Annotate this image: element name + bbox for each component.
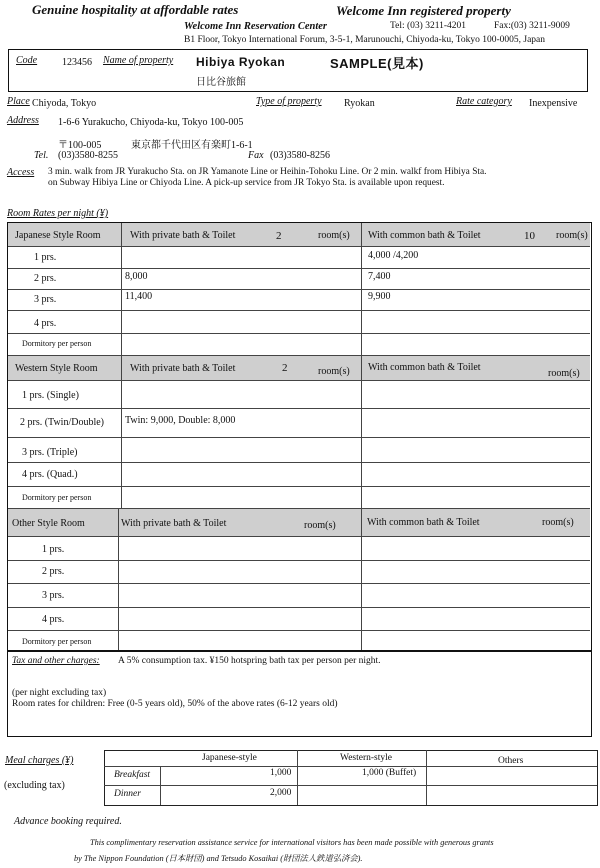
common-bath-label: With common bath & Toilet	[367, 517, 480, 528]
common-rooms-unit: room(s)	[548, 368, 580, 379]
private-rooms-unit: room(s)	[304, 520, 336, 531]
private-bath-label: With private bath & Toilet	[130, 363, 236, 374]
code-label: Code	[16, 55, 38, 66]
row-label: 4 prs.	[42, 614, 65, 625]
common-bath-label: With common bath & Toilet	[368, 362, 481, 373]
row-label: 3 prs. (Triple)	[22, 447, 78, 458]
meal-row-label: Breakfast	[114, 770, 151, 780]
address-label: Address	[7, 115, 39, 126]
private-rate: 8,000	[125, 271, 148, 282]
private-room-count: 2	[282, 362, 288, 374]
center-address: B1 Floor, Tokyo International Forum, 3-5-1, Marunouchi, Chiyoda-ku, Tokyo 100-0005, Japan	[184, 35, 546, 45]
row-label: 1 prs. (Single)	[22, 390, 79, 401]
row-label: 3 prs.	[34, 294, 57, 305]
tagline: Genuine hospitality at affordable rates	[32, 2, 239, 17]
name-label: Name of property	[103, 55, 174, 66]
private-bath-label: With private bath & Toilet	[130, 230, 236, 241]
meal-western: 1,000 (Buffet)	[362, 768, 417, 778]
meal-col-japanese: Japanese-style	[202, 753, 257, 763]
footer-line-1: This complimentary reservation assistance service for international visitors has been made possible with generous grants	[90, 838, 494, 847]
meal-japanese: 1,000	[270, 768, 292, 778]
private-rooms-unit: room(s)	[318, 366, 350, 377]
advance-booking: Advance booking required.	[14, 816, 122, 827]
footer-line-2: by The Nippon Foundation (日本財団) and Tetsudo Kosaikai (財団法人鉄道弘済会).	[74, 854, 363, 863]
meal-excl-tax: (excluding tax)	[4, 780, 65, 791]
property-name-jp: 日比谷旅館	[196, 77, 246, 88]
common-rate: 4,000 /4,200	[368, 250, 419, 261]
row-label: Dormitory per person	[22, 339, 92, 348]
row-label: 1 prs.	[34, 252, 57, 263]
meal-japanese: 2,000	[270, 788, 292, 798]
type-label: Type of property	[256, 96, 322, 107]
private-rate: 11,400	[125, 291, 153, 302]
private-bath-label: With private bath & Toilet	[121, 518, 227, 529]
meal-row-label: Dinner	[114, 789, 141, 799]
meal-col-others: Others	[498, 756, 524, 766]
common-rooms-unit: room(s)	[556, 230, 588, 241]
rate-value: Inexpensive	[529, 98, 578, 109]
registered-label: Welcome Inn registered property	[336, 3, 511, 18]
row-label: 2 prs.	[34, 273, 57, 284]
row-label: Dormitory per person	[22, 493, 92, 502]
tax-note-1: (per night excluding tax)	[12, 688, 107, 698]
row-label: 2 prs. (Twin/Double)	[20, 417, 105, 428]
meal-col-western: Western-style	[340, 753, 392, 763]
access-line-2: on Subway Hibiya Line or Chiyoda Line. A pick-up service from JR Tokyo Sta. is available upon request.	[48, 178, 445, 188]
access-line-1: 3 min. walk from JR Yurakucho Sta. on JR Yamanote Line or Heihin-Tohoku Line. Or 2 min. walkf from Hibiya Sta.	[48, 167, 487, 177]
center-tel: Tel: (03) 3211-4201	[390, 21, 467, 31]
section-header-bg	[8, 509, 590, 536]
common-bath-label: With common bath & Toilet	[368, 230, 481, 241]
fax-label: Fax	[248, 150, 264, 161]
tax-label: Tax and other charges:	[12, 656, 100, 666]
type-value: Ryokan	[344, 98, 375, 109]
private-rooms-unit: room(s)	[318, 230, 350, 241]
property-code: 123456	[62, 57, 92, 68]
row-label: 3 prs.	[42, 590, 65, 601]
room-rates-title: Room Rates per night (¥)	[7, 208, 109, 219]
postal-jp: 〒100-005	[58, 140, 102, 151]
reservation-center: Welcome Inn Reservation Center	[184, 21, 328, 32]
common-rooms-unit: room(s)	[542, 517, 574, 528]
section-title: Western Style Room	[15, 363, 98, 374]
section-title: Other Style Room	[12, 518, 85, 529]
row-label: 1 prs.	[42, 544, 65, 555]
private-rate: Twin: 9,000, Double: 8,000	[125, 415, 236, 426]
tel-label: Tel.	[34, 150, 49, 161]
common-room-count: 10	[524, 230, 535, 242]
sample-stamp: SAMPLE(見本)	[330, 56, 424, 71]
tax-note-2: Room rates for children: Free (0-5 years old), 50% of the above rates (6-12 years old)	[12, 699, 338, 709]
row-label: 4 prs. (Quad.)	[22, 469, 78, 480]
section-title: Japanese Style Room	[15, 230, 101, 241]
rate-label: Rate category	[456, 96, 512, 107]
place-label: Place	[7, 96, 30, 107]
row-label: 2 prs.	[42, 566, 65, 577]
center-fax: Fax:(03) 3211-9009	[494, 21, 570, 31]
access-label: Access	[7, 167, 35, 178]
common-rate: 7,400	[368, 271, 391, 282]
private-room-count: 2	[276, 230, 282, 242]
row-label: Dormitory per person	[22, 637, 92, 646]
property-box	[8, 49, 588, 92]
tel-value: (03)3580-8255	[58, 150, 118, 161]
row-label: 4 prs.	[34, 318, 57, 329]
meal-label: Meal charges (¥)	[5, 755, 74, 766]
property-name: Hibiya Ryokan	[196, 55, 286, 69]
place-value: Chiyoda, Tokyo	[32, 98, 97, 109]
fax-value: (03)3580-8256	[270, 150, 330, 161]
address-jp: 東京都千代田区有楽町1-6-1	[131, 140, 253, 151]
common-rate: 9,900	[368, 291, 391, 302]
address-en: 1-6-6 Yurakucho, Chiyoda-ku, Tokyo 100-005	[58, 117, 244, 128]
tax-text: A 5% consumption tax. ¥150 hotspring bath tax per person per night.	[118, 656, 381, 666]
